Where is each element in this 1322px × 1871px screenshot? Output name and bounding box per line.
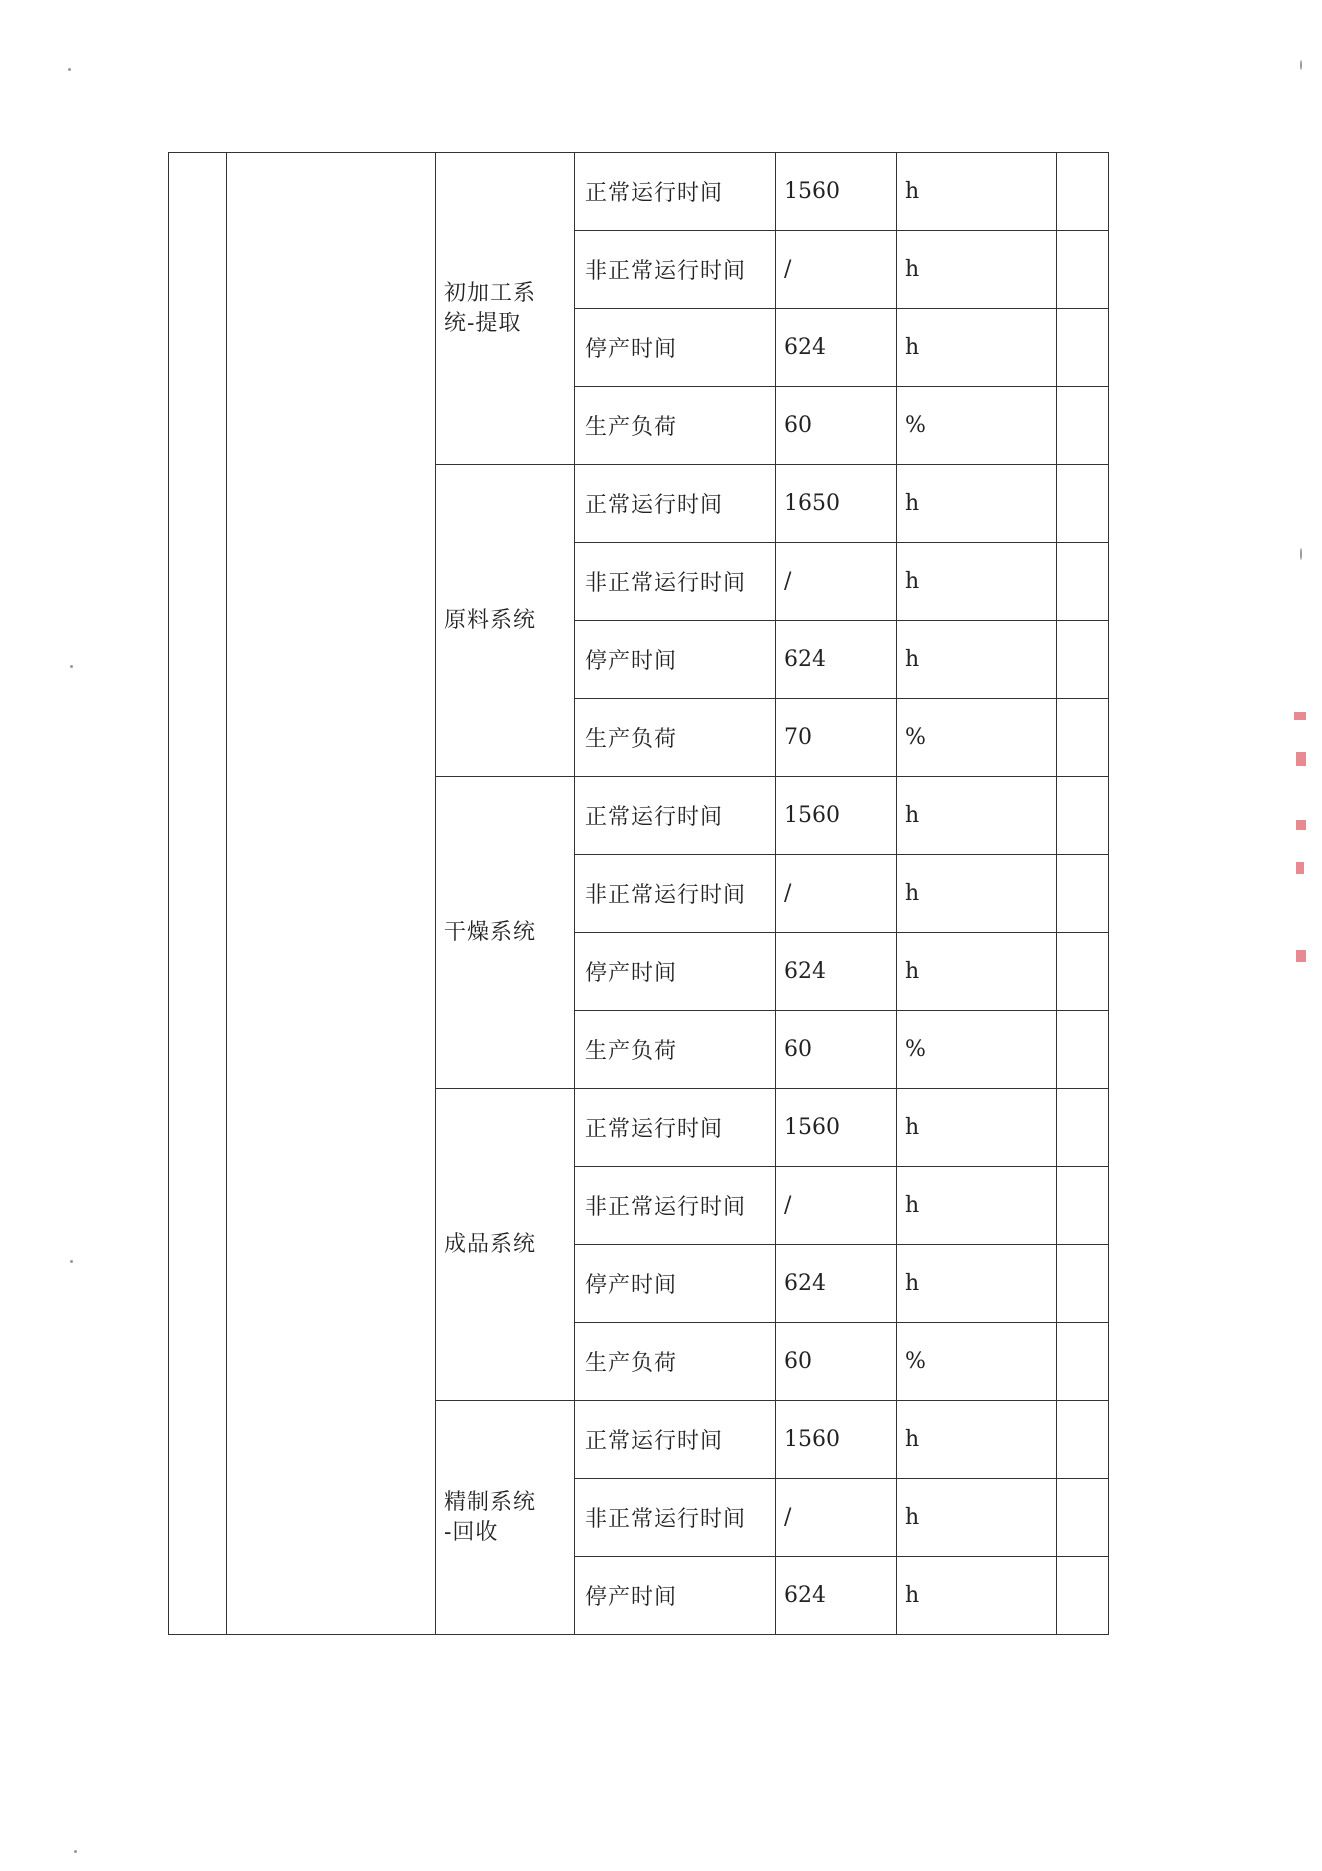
scan-speck — [70, 665, 73, 668]
system-name-cell: 成品系统 — [436, 1089, 575, 1401]
unit-cell: % — [897, 1011, 1057, 1089]
value-cell: / — [776, 231, 897, 309]
system-name-cell: 精制系统 -回收 — [436, 1401, 575, 1635]
remark-cell — [1057, 621, 1109, 699]
value-cell: 624 — [776, 1245, 897, 1323]
unit-cell: h — [897, 1401, 1057, 1479]
stamp-mark — [1296, 950, 1306, 962]
unit-cell: h — [897, 1479, 1057, 1557]
item-name-cell: 正常运行时间 — [575, 777, 776, 855]
remark-cell — [1057, 699, 1109, 777]
category-column-cell — [227, 153, 436, 1635]
stamp-mark — [1294, 712, 1306, 720]
item-name-cell: 非正常运行时间 — [575, 231, 776, 309]
item-name-cell: 停产时间 — [575, 933, 776, 1011]
value-cell: 624 — [776, 309, 897, 387]
system-name-cell: 原料系统 — [436, 465, 575, 777]
unit-cell: h — [897, 231, 1057, 309]
unit-cell: h — [897, 777, 1057, 855]
stamp-mark — [1296, 862, 1304, 874]
item-name-cell: 停产时间 — [575, 621, 776, 699]
table-body — [169, 153, 1109, 1635]
unit-cell: h — [897, 543, 1057, 621]
value-cell: 1650 — [776, 465, 897, 543]
value-cell: / — [776, 543, 897, 621]
scan-speck — [1300, 60, 1302, 70]
remark-cell — [1057, 1323, 1109, 1401]
remark-cell — [1057, 153, 1109, 231]
remark-cell — [1057, 1167, 1109, 1245]
scan-speck — [68, 68, 71, 71]
unit-cell: h — [897, 309, 1057, 387]
system-name-cell: 干燥系统 — [436, 777, 575, 1089]
value-cell: 60 — [776, 387, 897, 465]
value-cell: 624 — [776, 1557, 897, 1635]
remark-cell — [1057, 543, 1109, 621]
value-cell: 70 — [776, 699, 897, 777]
value-cell: / — [776, 1479, 897, 1557]
value-cell: 1560 — [776, 777, 897, 855]
value-cell: 624 — [776, 621, 897, 699]
item-name-cell: 正常运行时间 — [575, 1089, 776, 1167]
unit-cell: h — [897, 933, 1057, 1011]
operation-time-table — [168, 152, 1109, 1635]
remark-cell — [1057, 1557, 1109, 1635]
scan-speck — [70, 1260, 73, 1263]
unit-cell: h — [897, 855, 1057, 933]
scan-speck — [1300, 548, 1302, 560]
remark-cell — [1057, 1011, 1109, 1089]
unit-cell: h — [897, 1167, 1057, 1245]
value-cell: 60 — [776, 1011, 897, 1089]
item-name-cell: 非正常运行时间 — [575, 1167, 776, 1245]
item-name-cell: 正常运行时间 — [575, 1401, 776, 1479]
index-column-cell — [169, 153, 227, 1635]
unit-cell: % — [897, 1323, 1057, 1401]
value-cell: 1560 — [776, 1089, 897, 1167]
item-name-cell: 非正常运行时间 — [575, 855, 776, 933]
value-cell: / — [776, 1167, 897, 1245]
item-name-cell: 生产负荷 — [575, 1011, 776, 1089]
unit-cell: h — [897, 621, 1057, 699]
unit-cell: h — [897, 153, 1057, 231]
remark-cell — [1057, 387, 1109, 465]
remark-cell — [1057, 309, 1109, 387]
remark-cell — [1057, 933, 1109, 1011]
unit-cell: h — [897, 1089, 1057, 1167]
unit-cell: h — [897, 465, 1057, 543]
unit-cell: % — [897, 387, 1057, 465]
item-name-cell: 停产时间 — [575, 1557, 776, 1635]
stamp-mark — [1296, 820, 1306, 830]
remark-cell — [1057, 465, 1109, 543]
remark-cell — [1057, 777, 1109, 855]
value-cell: 1560 — [776, 1401, 897, 1479]
scan-speck — [74, 1850, 77, 1853]
item-name-cell: 生产负荷 — [575, 699, 776, 777]
remark-cell — [1057, 1089, 1109, 1167]
value-cell: / — [776, 855, 897, 933]
value-cell: 1560 — [776, 153, 897, 231]
unit-cell: % — [897, 699, 1057, 777]
remark-cell — [1057, 231, 1109, 309]
table-row — [169, 153, 1109, 231]
system-name-cell: 初加工系 统-提取 — [436, 153, 575, 465]
remark-cell — [1057, 1245, 1109, 1323]
value-cell: 60 — [776, 1323, 897, 1401]
unit-cell: h — [897, 1245, 1057, 1323]
value-cell: 624 — [776, 933, 897, 1011]
item-name-cell: 非正常运行时间 — [575, 543, 776, 621]
item-name-cell: 非正常运行时间 — [575, 1479, 776, 1557]
item-name-cell: 停产时间 — [575, 1245, 776, 1323]
unit-cell: h — [897, 1557, 1057, 1635]
item-name-cell: 正常运行时间 — [575, 153, 776, 231]
item-name-cell: 生产负荷 — [575, 387, 776, 465]
remark-cell — [1057, 855, 1109, 933]
item-name-cell: 正常运行时间 — [575, 465, 776, 543]
remark-cell — [1057, 1479, 1109, 1557]
item-name-cell: 停产时间 — [575, 309, 776, 387]
remark-cell — [1057, 1401, 1109, 1479]
item-name-cell: 生产负荷 — [575, 1323, 776, 1401]
stamp-mark — [1296, 752, 1306, 766]
